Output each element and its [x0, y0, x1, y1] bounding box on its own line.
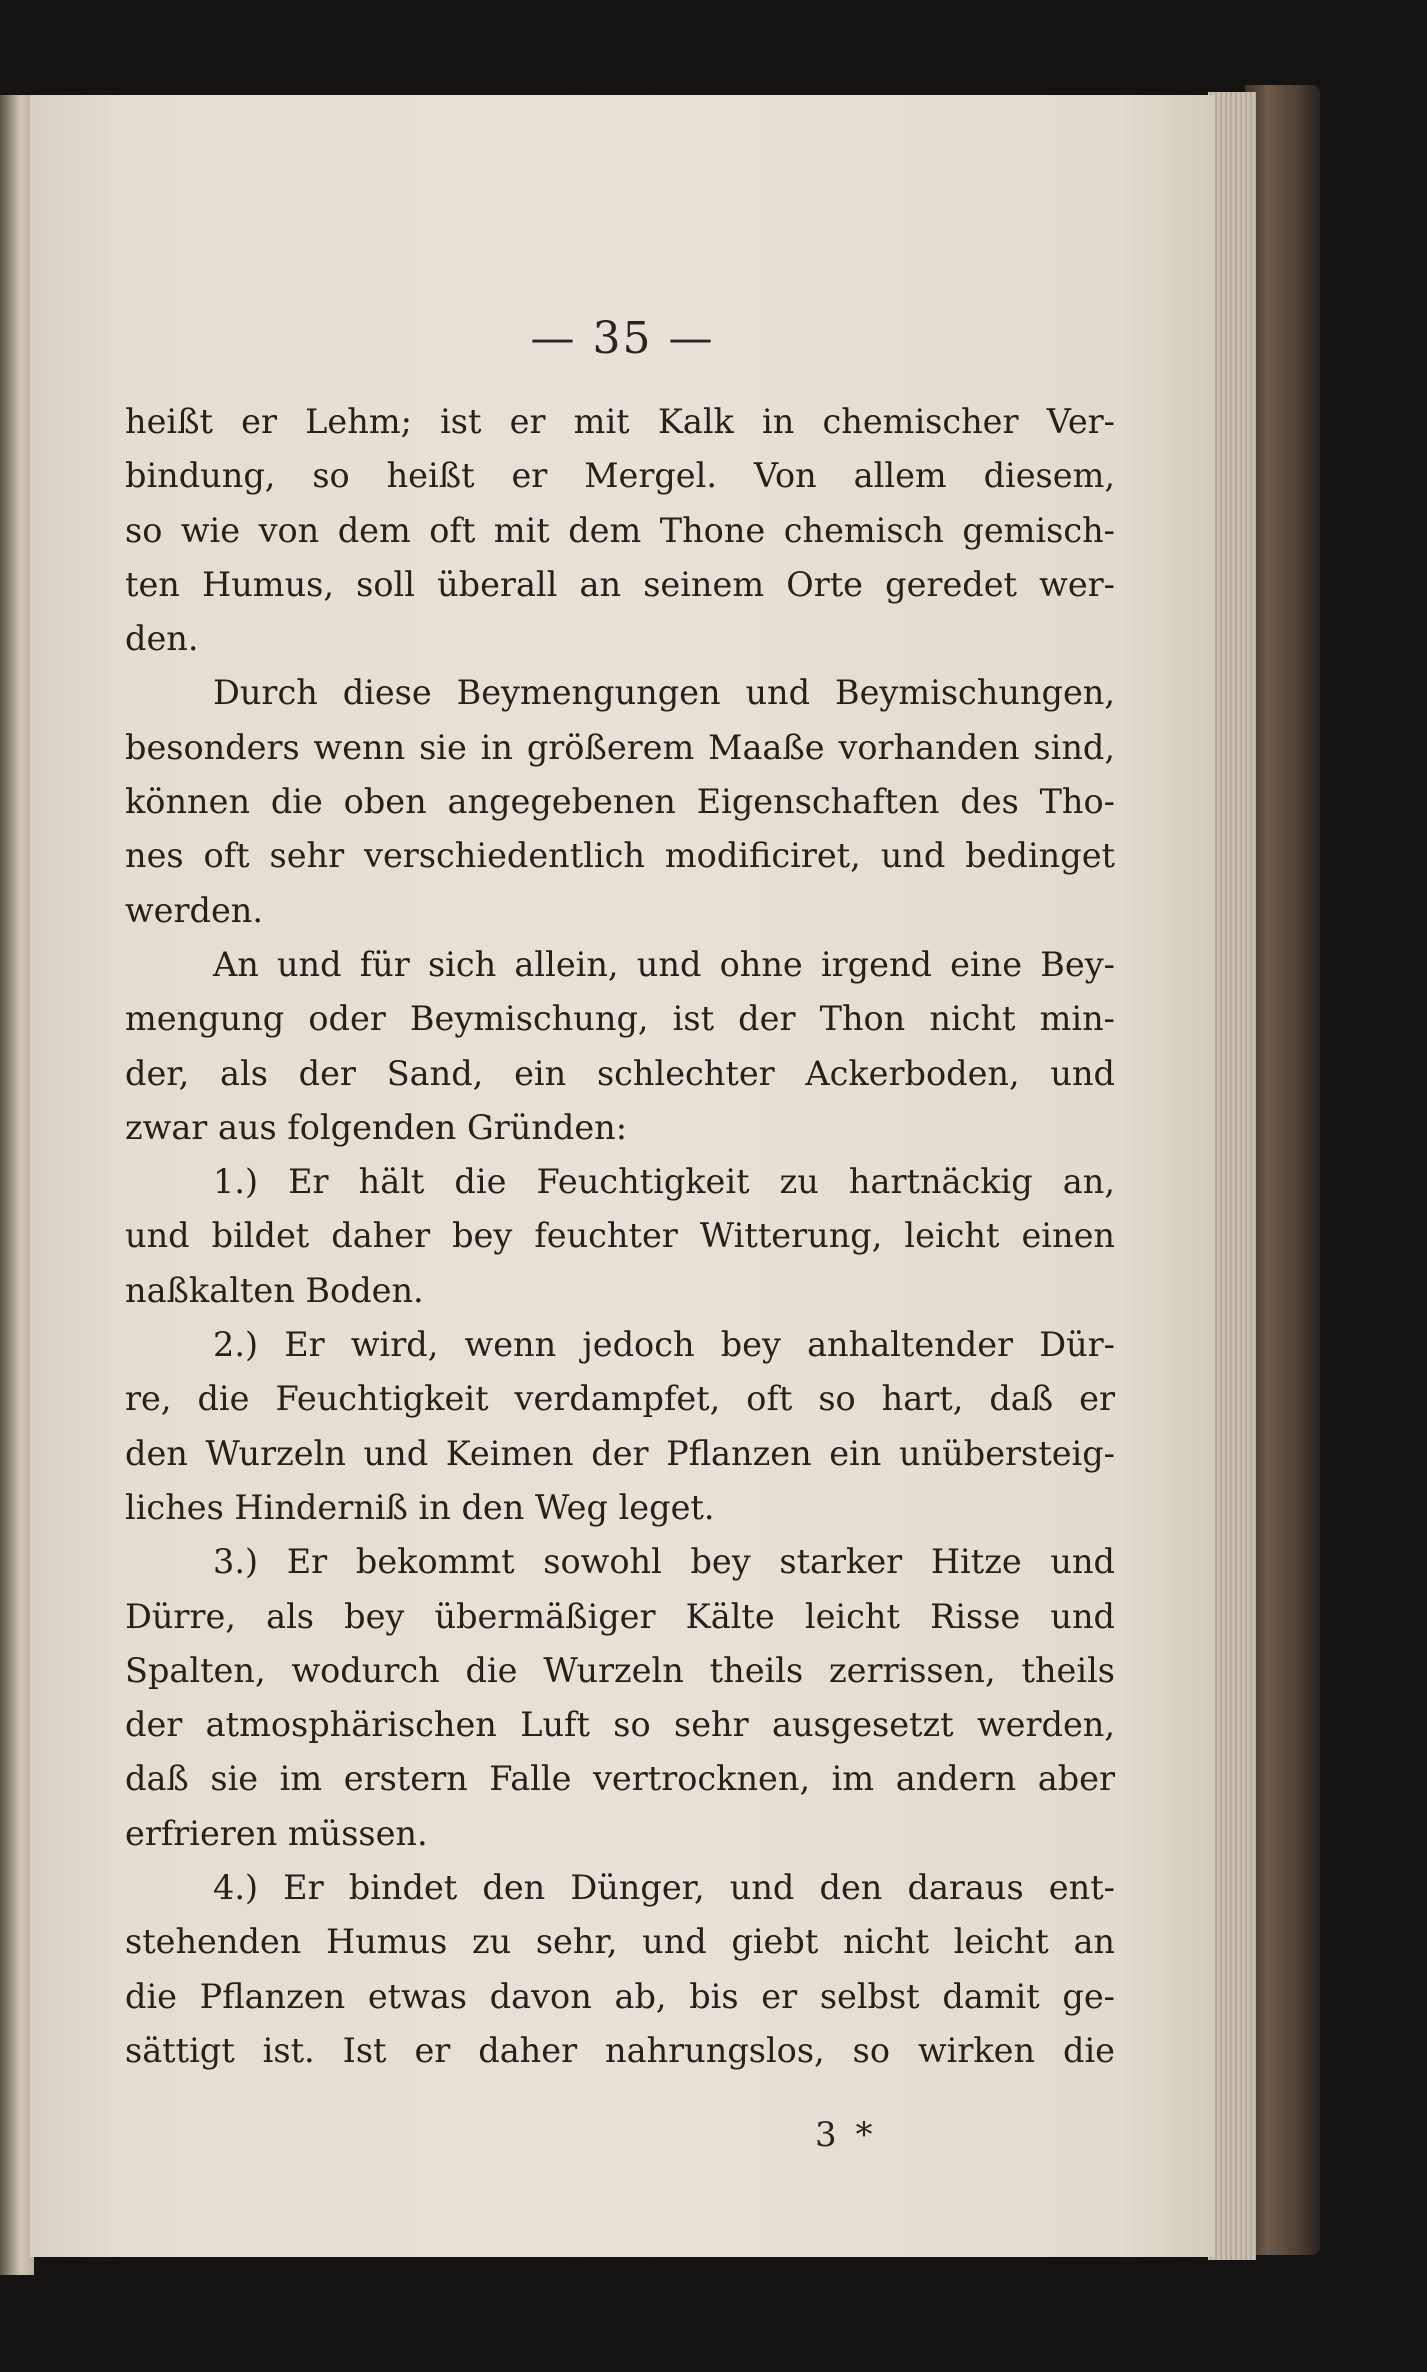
- text-line: den Wurzeln und Keimen der Pflanzen ein unübersteig-: [125, 1433, 1115, 1473]
- text-line: stehenden Humus zu sehr, und giebt nicht leicht an: [125, 1922, 1115, 1962]
- text-line: 4.) Er bindet den Dünger, und den daraus ent-: [213, 1868, 1115, 1908]
- text-line: 1.) Er hält die Feuchtigkeit zu hartnäckig an,: [213, 1162, 1115, 1202]
- text-line: Durch diese Beymengungen und Beymischungen,: [213, 673, 1115, 713]
- text-line: heißt er Lehm; ist er mit Kalk in chemischer Ver-: [125, 402, 1115, 441]
- text-line: 3.) Er bekommt sowohl bey starker Hitze und: [213, 1542, 1115, 1582]
- book-cover-edge: [1245, 85, 1320, 2255]
- text-line: die Pflanzen etwas davon ab, bis er selbst damit ge-: [125, 1976, 1115, 2016]
- text-line: nes oft sehr verschiedentlich modificiret, und bedinget: [125, 836, 1115, 876]
- book-page: [30, 95, 1215, 2257]
- page-number-header: — 35 —: [530, 313, 715, 364]
- text-line: so wie von dem oft mit dem Thone chemisch gemisch-: [125, 510, 1115, 550]
- signature-mark: 3 *: [815, 2115, 877, 2155]
- page-text: [125, 395, 1115, 2078]
- text-line: ten Humus, soll überall an seinem Orte geredet wer-: [125, 564, 1115, 604]
- text-line: naßkalten Boden.: [125, 1270, 424, 1310]
- text-line: Dürre, als bey übermäßiger Kälte leicht Risse und: [125, 1596, 1115, 1636]
- text-line: können die oben angegebenen Eigenschaften des Tho-: [125, 782, 1115, 822]
- text-line: zwar aus folgenden Gründen:: [125, 1107, 628, 1147]
- text-line: der, als der Sand, ein schlechter Ackerboden, und: [125, 1053, 1115, 1093]
- text-line: besonders wenn sie in größerem Maaße vorhanden sind,: [125, 727, 1115, 767]
- text-line: den.: [125, 619, 199, 659]
- text-line: 2.) Er wird, wenn jedoch bey anhaltender Dür-: [213, 1325, 1115, 1365]
- text-line: und bildet daher bey feuchter Witterung, leicht einen: [125, 1216, 1115, 1256]
- text-line: der atmosphärischen Luft so sehr ausgesetzt werden,: [125, 1705, 1115, 1745]
- text-line: daß sie im erstern Falle vertrocknen, im andern aber: [125, 1759, 1115, 1799]
- text-line: mengung oder Beymischung, ist der Thon nicht min-: [125, 999, 1115, 1039]
- text-line: An und für sich allein, und ohne irgend eine Bey-: [213, 944, 1115, 984]
- text-line: Spalten, wodurch die Wurzeln theils zerrissen, theils: [125, 1650, 1115, 1690]
- text-line: erfrieren müssen.: [125, 1813, 428, 1853]
- text-line: sättigt ist. Ist er daher nahrungslos, so wirken die: [125, 2030, 1115, 2070]
- text-line: re, die Feuchtigkeit verdampfet, oft so hart, daß er: [125, 1379, 1115, 1419]
- left-page-edge: [0, 95, 34, 2275]
- text-line: liches Hinderniß in den Weg leget.: [125, 1487, 715, 1527]
- text-line: bindung, so heißt er Mergel. Von allem diesem,: [125, 456, 1115, 496]
- page-stack-edges: [1208, 92, 1256, 2260]
- text-line: werden.: [125, 890, 264, 930]
